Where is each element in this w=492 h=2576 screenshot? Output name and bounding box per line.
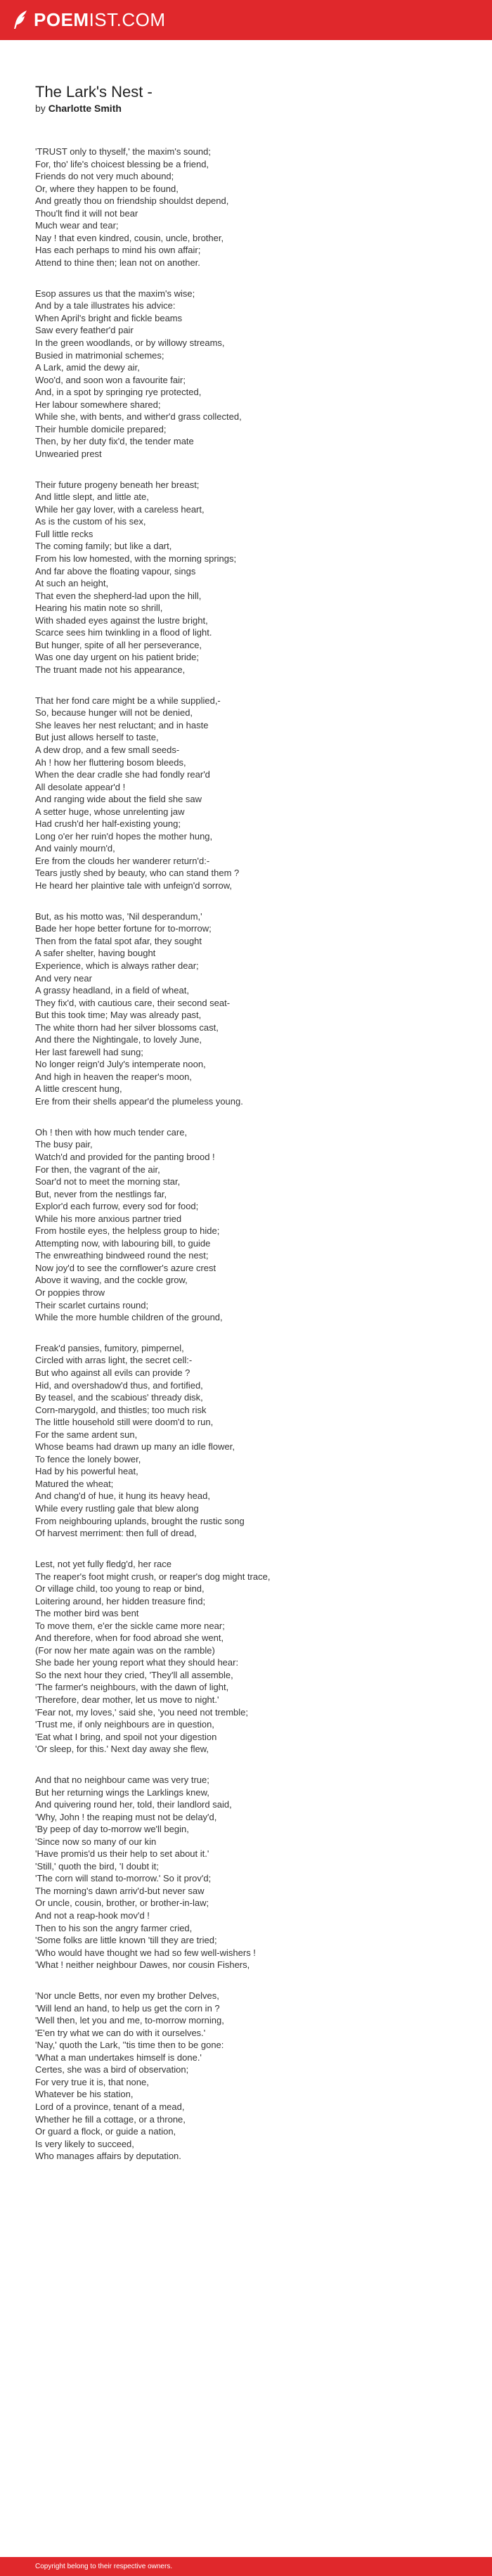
poem-line: Lord of a province, tenant of a mead, [35, 2101, 185, 2112]
poem-line: Corn-marygold, and thistles; too much risk [35, 1404, 207, 1415]
poem-line: A little crescent hung, [35, 1083, 122, 1095]
poem-line: But her returning wings the Larklings knew, [35, 1786, 209, 1798]
poem-line: 'By peep of day to-morrow we'll begin, [35, 1824, 189, 1835]
poem-line: 'The farmer's neighbours, with the dawn of light, [35, 1682, 229, 1693]
poem-stanza [35, 1774, 471, 1971]
poem-line: A Lark, amid the dewy air, [35, 362, 140, 373]
poem-line: 'Fear not, my loves,' said she, 'you need not tremble; [35, 1706, 248, 1718]
poem-line: Ere from the clouds her wanderer return'd:- [35, 855, 210, 866]
poem-line: For then, the vagrant of the air, [35, 1164, 160, 1175]
poem-line: Hearing his matin note so shrill, [35, 603, 163, 614]
poem-line: Much wear and tear; [35, 220, 119, 231]
poem-line: A dew drop, and a few small seeds- [35, 744, 180, 755]
poem-line: Had crush'd her half-existing young; [35, 818, 181, 830]
poem-line: From neighbouring uplands, brought the rustic song [35, 1515, 245, 1526]
poem-line: Saw every feather'd pair [35, 325, 134, 336]
poem-line: He heard her plaintive tale with unfeign'd sorrow, [35, 880, 232, 891]
poem-line: Attend to thine then; lean not on another. [35, 257, 200, 268]
poem-line: For very true it is, that none, [35, 2076, 149, 2087]
poem-line: Whose beams had drawn up many an idle flower, [35, 1441, 235, 1453]
byline-prefix: by [35, 103, 46, 114]
poem-line: 'Well then, let you and me, to-morrow morning, [35, 2015, 224, 2026]
poem-stanza [35, 146, 471, 269]
site-header [0, 0, 492, 40]
poem-line: A safer shelter, having bought [35, 948, 156, 959]
poem-line: And therefore, when for food abroad she went, [35, 1632, 224, 1644]
poem-line: Had by his powerful heat, [35, 1466, 138, 1477]
poem-line: But who against all evils can provide ? [35, 1367, 190, 1378]
poem-line: While his more anxious partner tried [35, 1213, 182, 1224]
poem-line: 'The corn will stand to-morrow.' So it prov'd; [35, 1873, 212, 1884]
poem-line: For the same ardent sun, [35, 1429, 138, 1440]
poem-line: Unwearied prest [35, 448, 102, 459]
poem-line: They fix'd, with cautious care, their second seat- [35, 997, 231, 1008]
poem-line: And by a tale illustrates his advice: [35, 300, 176, 311]
poem-line: 'Nay,' quoth the Lark, ''tis time then to be gone: [35, 2040, 224, 2051]
poem-line: So, because hunger will not be denied, [35, 707, 193, 719]
poem-line: The reaper's foot might crush, or reaper's dog might trace, [35, 1571, 271, 1582]
poem-line: And very near [35, 972, 92, 984]
poem-line: The enwreathing bindweed round the nest; [35, 1250, 209, 1261]
poem-stanza [35, 1558, 471, 1756]
poem-line: Esop assures us that the maxim's wise; [35, 288, 195, 299]
poem-line: All desolate appear'd ! [35, 781, 126, 792]
poem-line: Loitering around, her hidden treasure find; [35, 1595, 206, 1606]
poem-line: The mother bird was bent [35, 1608, 139, 1619]
poem-line: Experience, which is always rather dear; [35, 960, 199, 971]
poem-line: Above it waving, and the cockle grow, [35, 1275, 188, 1286]
poem-line: Or, where they happen to be found, [35, 183, 179, 194]
poem-line: By teasel, and the scabious' thready disk, [35, 1392, 203, 1403]
poem-line: Lest, not yet fully fledg'd, her race [35, 1558, 171, 1569]
poem-stanza [35, 910, 471, 1108]
poem-line: As is the custom of his sex, [35, 516, 146, 527]
poem-line: And not a reap-hook mov'd ! [35, 1910, 150, 1921]
poem-line: Or guard a flock, or guide a nation, [35, 2126, 176, 2137]
poem-line: Certes, she was a bird of observation; [35, 2064, 189, 2075]
poem-line: 'Trust me, if only neighbours are in question, [35, 1719, 214, 1730]
poem-line: And high in heaven the reaper's moon, [35, 1071, 192, 1082]
poem-line: Nay ! that even kindred, cousin, uncle, brother, [35, 232, 224, 243]
poem-line: And quivering round her, told, their landlord said, [35, 1799, 232, 1810]
poem-line: For, tho' life's choicest blessing be a friend, [35, 158, 209, 169]
poem-stanza [35, 1342, 471, 1540]
poem-line: While her gay lover, with a careless heart, [35, 503, 205, 515]
poem-line: 'Will lend an hand, to help us get the corn in ? [35, 2002, 220, 2014]
poem-line: 'Nor uncle Betts, nor even my brother Delves, [35, 1990, 219, 2002]
poem-content [35, 82, 471, 2181]
poem-line: But, never from the nestlings far, [35, 1188, 167, 1199]
author-link[interactable]: Charlotte Smith [48, 103, 122, 114]
poem-line: Scarce sees him twinkling in a flood of light. [35, 627, 212, 638]
poem-line: Has each perhaps to mind his own affair; [35, 245, 201, 256]
poem-line: So the next hour they cried, 'They'll all assemble, [35, 1669, 233, 1680]
poem-line: 'Eat what I bring, and spoil not your digestion [35, 1731, 217, 1742]
poem-line: And greatly thou on friendship shouldst depend, [35, 195, 229, 207]
poem-line: 'Who would have thought we had so few well-wishers ! [35, 1947, 256, 1958]
poem-line: The white thorn had her silver blossoms cast, [35, 1022, 219, 1033]
poem-line: Tears justly shed by beauty, who can stand them ? [35, 868, 240, 879]
poem-line: Their humble domicile prepared; [35, 423, 167, 434]
poem-line: Who manages affairs by deputation. [35, 2151, 181, 2162]
poem-line: A setter huge, whose unrelenting jaw [35, 806, 185, 817]
poem-line: Now joy'd to see the cornflower's azure crest [35, 1262, 216, 1273]
poem-line: In the green woodlands, or by willowy streams, [35, 337, 225, 348]
poem-line: Bade her hope better fortune for to-morrow; [35, 923, 212, 934]
poem-stanza [35, 479, 471, 676]
site-logo-link[interactable] [13, 9, 166, 30]
poem-line: (For now her mate again was on the ramble) [35, 1644, 215, 1656]
poem-line: 'Have promis'd us their help to set about it.' [35, 1848, 209, 1860]
poem-line: 'Or sleep, for this.' Next day away she flew, [35, 1744, 209, 1755]
poem-line: Woo'd, and soon won a favourite fair; [35, 374, 186, 385]
poem-line: At such an height, [35, 578, 109, 589]
poem-line: 'Since now so many of our kin [35, 1836, 157, 1847]
poem-line: Of harvest merriment: then full of dread, [35, 1528, 197, 1539]
poem-line: But this took time; May was already past, [35, 1010, 202, 1021]
poem-line: And, in a spot by springing rye protected, [35, 387, 202, 398]
poem-stanza [35, 1126, 471, 1324]
poem-stanza [35, 695, 471, 892]
poem-line: Explor'd each furrow, every sod for food; [35, 1201, 199, 1212]
poem-body [35, 146, 471, 2163]
poem-line: The truant made not his appearance, [35, 664, 186, 675]
poem-line: The coming family; but like a dart, [35, 541, 172, 552]
poem-line: 'TRUST only to thyself,' the maxim's sound; [35, 146, 211, 157]
poem-line: 'Still,' quoth the bird, 'I doubt it; [35, 1860, 159, 1872]
poem-line: When April's bright and fickle beams [35, 312, 183, 323]
poem-line: Her last farewell had sung; [35, 1046, 143, 1057]
poem-line: Or uncle, cousin, brother, or brother-in-law; [35, 1898, 209, 1909]
poem-line: Or village child, too young to reap or bind, [35, 1583, 205, 1595]
poem-line: 'Therefore, dear mother, let us move to night.' [35, 1694, 219, 1705]
quill-icon [13, 10, 28, 30]
poem-line: Whether he fill a cottage, or a throne, [35, 2113, 186, 2125]
poem-line: A grassy headland, in a field of wheat, [35, 985, 189, 996]
poem-line: She bade her young report what they should hear: [35, 1657, 239, 1668]
poem-line: To move them, e'er the sickle came more near; [35, 1620, 225, 1631]
poem-line: Long o'er her ruin'd hopes the mother hung, [35, 830, 213, 842]
poem-line: 'Why, John ! the reaping must not be delay'd, [35, 1811, 217, 1822]
poem-line: The little household still were doom'd to run, [35, 1417, 214, 1428]
poem-line: Hid, and overshadow'd thus, and fortified, [35, 1379, 203, 1391]
poem-byline [35, 102, 471, 115]
poem-line: And vainly mourn'd, [35, 843, 115, 854]
poem-line: That even the shepherd-lad upon the hill, [35, 590, 202, 601]
poem-line: And ranging wide about the field she saw [35, 794, 202, 805]
poem-line: The busy pair, [35, 1139, 93, 1150]
poem-line: But hunger, spite of all her perseverance, [35, 639, 202, 650]
poem-line: With shaded eyes against the lustre bright, [35, 614, 208, 626]
poem-line: Was one day urgent on his patient bride; [35, 652, 199, 663]
poem-line: But just allows herself to taste, [35, 732, 159, 743]
poem-line: Oh ! then with how much tender care, [35, 1126, 188, 1138]
poem-line: To fence the lonely bower, [35, 1453, 141, 1464]
poem-line: From hostile eyes, the helpless group to hide; [35, 1225, 220, 1237]
poem-line: Attempting now, with labouring bill, to guide [35, 1237, 211, 1249]
poem-line: Circled with arras light, the secret cell:- [35, 1355, 193, 1366]
copyright-text: Copyright belong to their respective owners. [35, 2563, 173, 2570]
poem-line: And far above the floating vapour, sings [35, 565, 196, 577]
poem-line: Soar'd not to meet the morning star, [35, 1176, 181, 1187]
poem-line: While every rustling gale that blew along [35, 1503, 199, 1514]
poem-line: And chang'd of hue, it hung its heavy head, [35, 1490, 210, 1502]
poem-line: Then, by her duty fix'd, the tender mate [35, 436, 194, 447]
poem-line: That her fond care might be a while supplied,- [35, 695, 221, 706]
poem-line: Full little recks [35, 528, 93, 539]
site-footer [0, 2557, 492, 2576]
poem-stanza [35, 288, 471, 461]
poem-line: Whatever be his station, [35, 2089, 134, 2100]
poem-line: Friends do not very much abound; [35, 171, 174, 182]
poem-line: The morning's dawn arriv'd-but never saw [35, 1885, 205, 1896]
poem-line: Matured the wheat; [35, 1478, 114, 1489]
poem-line: When the dear cradle she had fondly rear'd [35, 769, 210, 780]
poem-line: From his low homested, with the morning springs; [35, 553, 237, 564]
poem-line: 'Some folks are little known 'till they are tried; [35, 1935, 217, 1946]
poem-line: Her labour somewhere shared; [35, 399, 161, 410]
poem-stanza [35, 1990, 471, 2163]
poem-line: Watch'd and provided for the panting brood ! [35, 1151, 215, 1162]
poem-line: Their scarlet curtains round; [35, 1299, 149, 1310]
poem-line: Then to his son the angry farmer cried, [35, 1922, 193, 1933]
poem-line: While the more humble children of the ground, [35, 1312, 223, 1323]
poem-line: And there the Nightingale, to lovely June, [35, 1034, 202, 1045]
site-logo-text: POEMIST.COM [34, 9, 166, 30]
poem-line: Then from the fatal spot afar, they sought [35, 935, 202, 946]
poem-line: And that no neighbour came was very true; [35, 1775, 209, 1785]
poem-line: Is very likely to succeed, [35, 2138, 134, 2149]
poem-line: 'What a man undertakes himself is done.' [35, 2052, 202, 2063]
poem-line: While she, with bents, and wither'd grass collected, [35, 411, 242, 423]
poem-line: Freak'd pansies, fumitory, pimpernel, [35, 1342, 184, 1353]
poem-line: 'E'en try what we can do with it ourselves.' [35, 2027, 206, 2038]
poem-line: Their future progeny beneath her breast; [35, 479, 200, 490]
poem-line: 'What ! neither neighbour Dawes, nor cousin Fishers, [35, 1959, 250, 1971]
poem-line: But, as his motto was, 'Nil desperandum,' [35, 910, 202, 922]
poem-line: Or poppies throw [35, 1287, 105, 1298]
poem-line: Thou'lt find it will not bear [35, 207, 138, 219]
poem-line: Busied in matrimonial schemes; [35, 349, 164, 361]
poem-line: No longer reign'd July's intemperate noon, [35, 1059, 206, 1070]
poem-line: Ah ! how her fluttering bosom bleeds, [35, 756, 186, 768]
poem-line: Ere from their shells appear'd the plumeless young. [35, 1096, 243, 1107]
poem-title: The Lark's Nest - [35, 83, 153, 101]
poem-line: And little slept, and little ate, [35, 491, 149, 503]
poem-line: She leaves her nest reluctant; and in haste [35, 719, 209, 730]
